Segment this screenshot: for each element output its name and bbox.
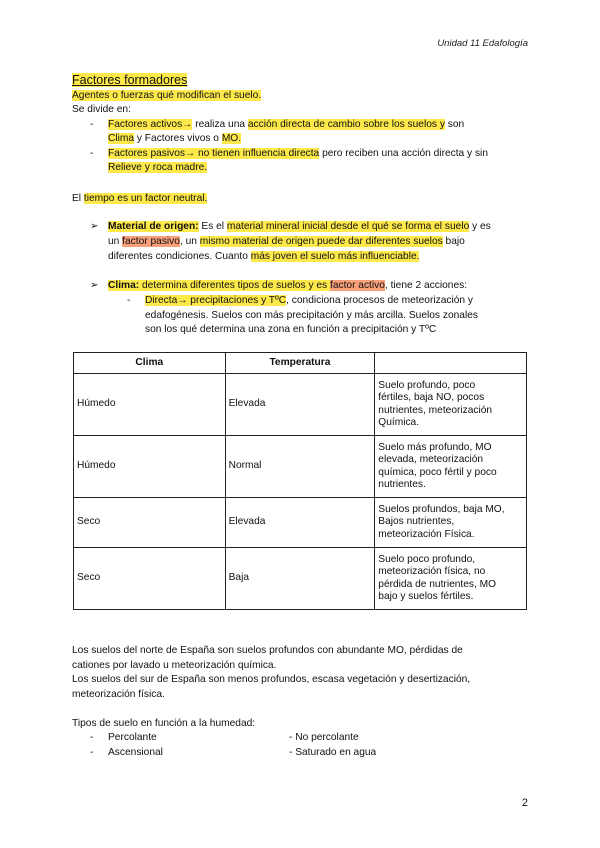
bullet-dash: - [90, 119, 94, 130]
cell-line: nutrientes, meteorización [378, 404, 493, 416]
table-row [74, 436, 527, 498]
table-cell: Seco [74, 548, 226, 610]
humedad-item: Percolante [108, 732, 157, 743]
cell-line: bajo y suelos fértiles. [378, 590, 474, 602]
paragraph-line: cationes por lavado u meteorización química. [72, 660, 277, 671]
humedad-item: - Saturado en agua [289, 747, 377, 758]
arrow-bullet-icon: ➢ [90, 221, 99, 232]
table-cell: Normal [225, 436, 375, 498]
cell-line: Suelo profundo, poco [378, 379, 476, 391]
table-cell [375, 548, 527, 610]
clima-sub-line-1: Directa→ precipitaciones y TºC, condiciona procesos de meteorización y [145, 295, 473, 306]
tiempo-line: El tiempo es un factor neutral. [72, 193, 208, 204]
humedad-title: Tipos de suelo en función a la humedad: [72, 718, 256, 729]
table-cell [375, 498, 527, 548]
bullet-dash: - [90, 747, 94, 758]
table-header-row [74, 353, 527, 374]
table-cell: Elevada [225, 498, 375, 548]
section-title: Factores formadores [72, 73, 188, 87]
table-row [74, 374, 527, 436]
cell-line: nutrientes. [378, 478, 426, 490]
table-row [74, 548, 527, 610]
page-number: 2 [521, 797, 528, 809]
cell-line: Suelo poco profundo, [378, 553, 476, 565]
humedad-item: - No percolante [289, 732, 359, 743]
table-cell: Húmedo [74, 374, 226, 436]
humedad-item: Ascensional [108, 747, 163, 758]
clima-sub-line-2: edafogénesis. Suelos con más precipitación y más arcilla. Suelos zonales [145, 310, 478, 321]
table-cell: Seco [74, 498, 226, 548]
clima-table [73, 352, 527, 610]
table-cell: Húmedo [74, 436, 226, 498]
intro-line-1: Agentes o fuerzas qué modifican el suelo. [72, 90, 262, 101]
table-header: Clima [74, 353, 226, 374]
bullet-dash: - [90, 148, 94, 159]
paragraph-line: Los suelos del sur de España son menos profundos, escasa vegetación y desertización, [72, 674, 471, 685]
cell-line: Suelos profundos, baja MO, [378, 503, 505, 515]
bullet-dash: - [90, 732, 94, 743]
cell-line: elevada, meteorización [378, 454, 484, 466]
sub-bullet-dash: - [127, 295, 131, 306]
bullet-factores-activos-line2: Clima y Factores vivos o MO. [108, 133, 242, 144]
cell-line: Bajos nutrientes, [378, 516, 455, 528]
cell-line: Suelo más profundo, MO [378, 441, 492, 453]
table-cell: Elevada [225, 374, 375, 436]
material-line-3: diferentes condiciones. Cuanto más joven el suelo más influenciable. [108, 251, 420, 262]
cell-line: pérdida de nutrientes, MO [378, 578, 497, 590]
table-row [74, 498, 527, 548]
material-line-1: Material de origen: Es el material mineral inicial desde el qué se forma el suelo y es [108, 221, 491, 232]
table-cell [375, 374, 527, 436]
paragraph-line: Los suelos del norte de España son suelos profundos con abundante MO, pérdidas de [72, 645, 463, 656]
cell-line: meteorización Física. [378, 528, 475, 540]
clima-line-1: Clima: determina diferentes tipos de suelos y es factor activo, tiene 2 acciones: [108, 280, 468, 291]
arrow-bullet-icon: ➢ [90, 280, 99, 291]
paragraph-line: meteorización física. [72, 689, 165, 700]
table-cell: Baja [225, 548, 375, 610]
page-header: Unidad 11 Edafología [437, 38, 528, 49]
cell-line: meteorización física, no [378, 566, 486, 578]
table-header [375, 353, 527, 374]
bullet-factores-pasivos-line1: Factores pasivos→ no tienen influencia directa pero reciben una acción directa y sin [108, 148, 488, 159]
intro-line-2: Se divide en: [72, 104, 131, 115]
table-cell [375, 436, 527, 498]
material-line-2: un factor pasivo, un mismo material de origen puede dar diferentes suelos bajo [108, 236, 465, 247]
bullet-factores-pasivos-line2: Relieve y roca madre. [108, 162, 208, 173]
cell-line: química, poco fértil y poco [378, 466, 497, 478]
clima-sub-line-3: son los qué determina una zona en función a precipitación y TºC [145, 324, 437, 335]
cell-line: Química. [378, 416, 420, 428]
table-header: Temperatura [225, 353, 375, 374]
cell-line: fértiles, baja NO, pocos [378, 392, 485, 404]
bullet-factores-activos-line1: Factores activos→ realiza una acción directa de cambio sobre los suelos y son [108, 119, 465, 130]
